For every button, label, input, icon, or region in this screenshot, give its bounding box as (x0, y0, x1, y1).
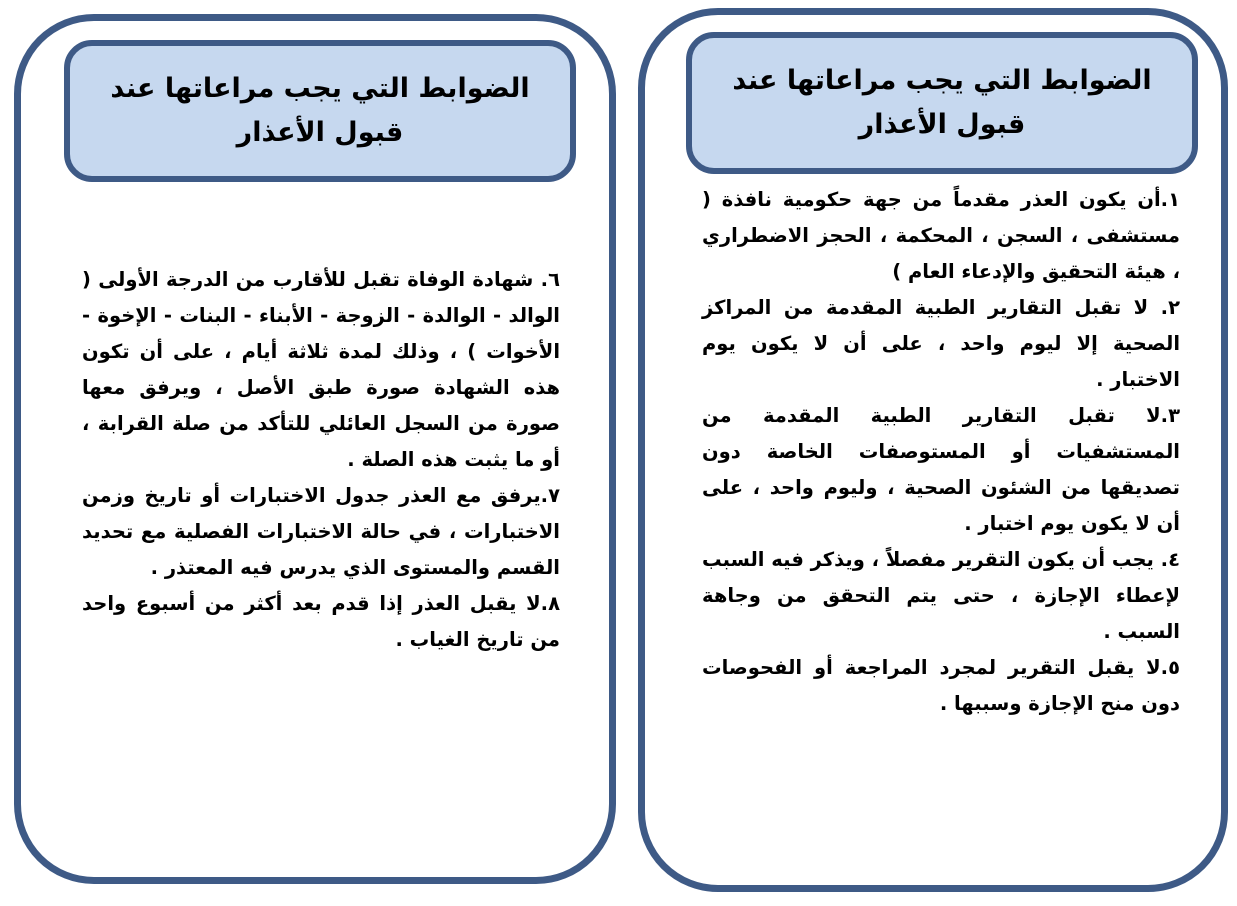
right-header-line1: الضوابط التي يجب مراعاتها عند (732, 65, 1152, 96)
left-rules-list (82, 262, 560, 658)
rule-6: ٦. شهادة الوفاة تقبل للأقارب من الدرجة الأولى ( الوالد - الوالدة - الزوجة - الأبناء - البنات - الإخوة - الأخوات ) ، وذلك لمدة ثلاثة أيام ، على أن تكون هذه الشهادة صورة طبق الأصل ، ويرفق معها صورة من السجل العائلي للتأكد من صلة القرابة ، أو ما يثبت هذه الصلة . (82, 268, 560, 471)
rule-5: ٥.لا يقبل التقرير لمجرد المراجعة أو الفحوصات دون منح الإجازة وسببها . (702, 656, 1180, 715)
left-header-line1: الضوابط التي يجب مراعاتها عند (110, 73, 530, 104)
right-rules-list (702, 182, 1180, 722)
left-header-line2: قبول الأعذار (236, 117, 404, 148)
rule-2: ٢. لا تقبل التقارير الطبية المقدمة من المراكز الصحية إلا ليوم واحد ، على أن لا يكون يوم الاختبار . (702, 296, 1180, 391)
rule-3: ٣.لا تقبل التقارير الطبية المقدمة من المستشفيات أو المستوصفات الخاصة دون تصديقها من الشئون الصحية ، وليوم واحد ، على أن لا يكون يوم اختبار . (702, 404, 1180, 535)
right-panel-header (686, 32, 1198, 174)
rule-4: ٤. يجب أن يكون التقرير مفصلاً ، ويذكر فيه السبب لإعطاء الإجازة ، حتى يتم التحقق من وجاهة السبب . (702, 548, 1180, 643)
left-panel-header (64, 40, 576, 182)
rule-7: ٧.يرفق مع العذر جدول الاختبارات أو تاريخ وزمن الاختبارات ، في حالة الاختبارات الفصلية مع تحديد القسم والمستوى الذي يدرس فيه المعتذر . (82, 484, 560, 579)
rule-1: ١.أن يكون العذر مقدماً من جهة حكومية نافذة ( مستشفى ، السجن ، المحكمة ، الحجز الاضطراري ، هيئة التحقيق والإدعاء العام ) (702, 188, 1180, 283)
right-header-line2: قبول الأعذار (858, 109, 1026, 140)
rule-8: ٨.لا يقبل العذر إذا قدم بعد أكثر من أسبوع واحد من تاريخ الغياب . (82, 592, 560, 651)
